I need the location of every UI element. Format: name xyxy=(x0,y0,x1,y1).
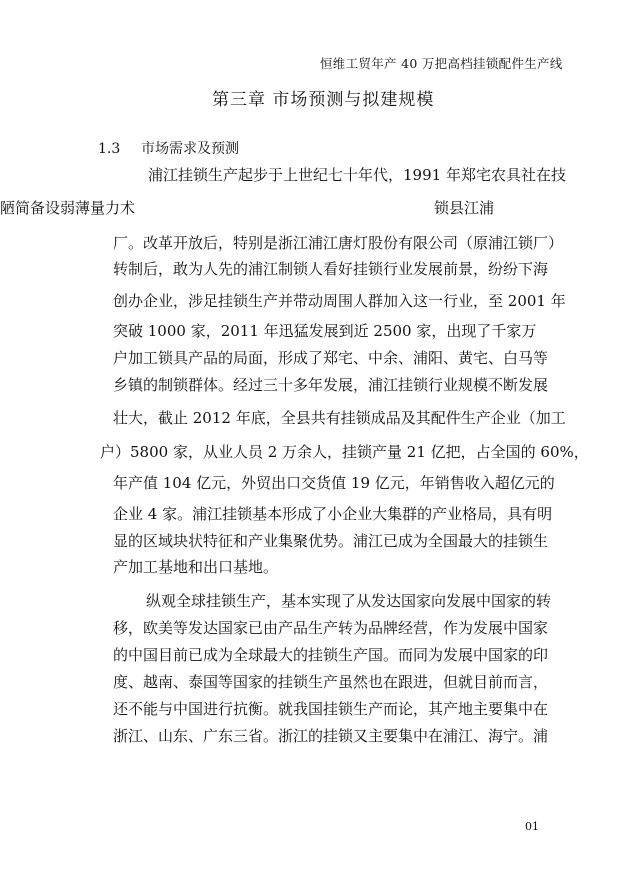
running-header: 恒维工贸年产 40 万把高档挂锁配件生产线 xyxy=(320,56,563,71)
paragraph-line: 户）5800 家，从业人员 2 万余人，挂锁产量 21 亿把，占全国的 60%， xyxy=(100,443,589,461)
paragraph-line: 的中国目前已成为全球最大的挂锁生产国。而同为发展中国家的印 xyxy=(113,646,549,664)
paragraph-line: 突破 1000 家，2011 年迅猛发展到近 2500 家，出现了千家万 xyxy=(113,322,537,340)
paragraph-line: 创办企业，涉足挂锁生产并带动周围人群加入这一行业，至 2001 年 xyxy=(113,292,566,310)
chapter-title: 第三章 市场预测与拟建规模 xyxy=(212,90,435,110)
paragraph-line: 年产值 104 亿元，外贸出口交货值 19 亿元，年销售收入超亿元的 xyxy=(113,474,555,492)
paragraph-line: 还不能与中国进行抗衡。就我国挂锁生产而论，其产地主要集中在 xyxy=(113,700,549,718)
paragraph-line: 乡镇的制锁群体。经过三十多年发展，浦江挂锁行业规模不断发展 xyxy=(113,376,549,394)
paragraph-line: 浙江、山东、广东三省。浙江的挂锁又主要集中在浦江、海宁。浦 xyxy=(113,727,549,745)
paragraph-line: 产加工基地和出口基地。 xyxy=(113,558,279,576)
paragraph-line: 移，欧美等发达国家已由产品生产转为品牌经营，作为发展中国家 xyxy=(113,619,549,637)
paragraph-line: 显的区域块状特征和产业集聚优势。浦江已成为全国最大的挂锁生 xyxy=(113,532,549,550)
paragraph-line: 户加工锁具产品的局面，形成了郑宅、中余、浦阳、黄宅、白马等 xyxy=(113,349,549,367)
paragraph-line: 陋简备设弱薄量力术 xyxy=(0,199,136,217)
paragraph-line: 锁县江浦 xyxy=(434,199,495,217)
paragraph-line: 纵观全球挂锁生产，基本实现了从发达国家向发展中国家的转 xyxy=(146,592,552,610)
section-title: 市场需求及预测 xyxy=(141,141,239,157)
paragraph-line: 度、越南、泰国等国家的挂锁生产虽然也在跟进，但就目前而言， xyxy=(113,673,549,691)
section-number: 1.3 xyxy=(98,141,121,157)
paragraph-line: 企业 4 家。浦江挂锁基本形成了小企业大集群的产业格局，具有明 xyxy=(113,505,553,523)
page-number: 01 xyxy=(525,820,539,833)
paragraph-line: 浦江挂锁生产起步于上世纪七十年代，1991 年郑宅农具社在技 xyxy=(148,166,566,184)
paragraph-line: 厂。改革开放后，特别是浙江浦江唐灯股份有限公司（原浦江锁厂） xyxy=(113,234,564,252)
paragraph-line: 壮大，截止 2012 年底，全县共有挂锁成品及其配件生产企业（加工 xyxy=(113,409,566,427)
paragraph-line: 转制后，敢为人先的浦江制锁人看好挂锁行业发展前景，纷纷下海 xyxy=(113,260,549,278)
